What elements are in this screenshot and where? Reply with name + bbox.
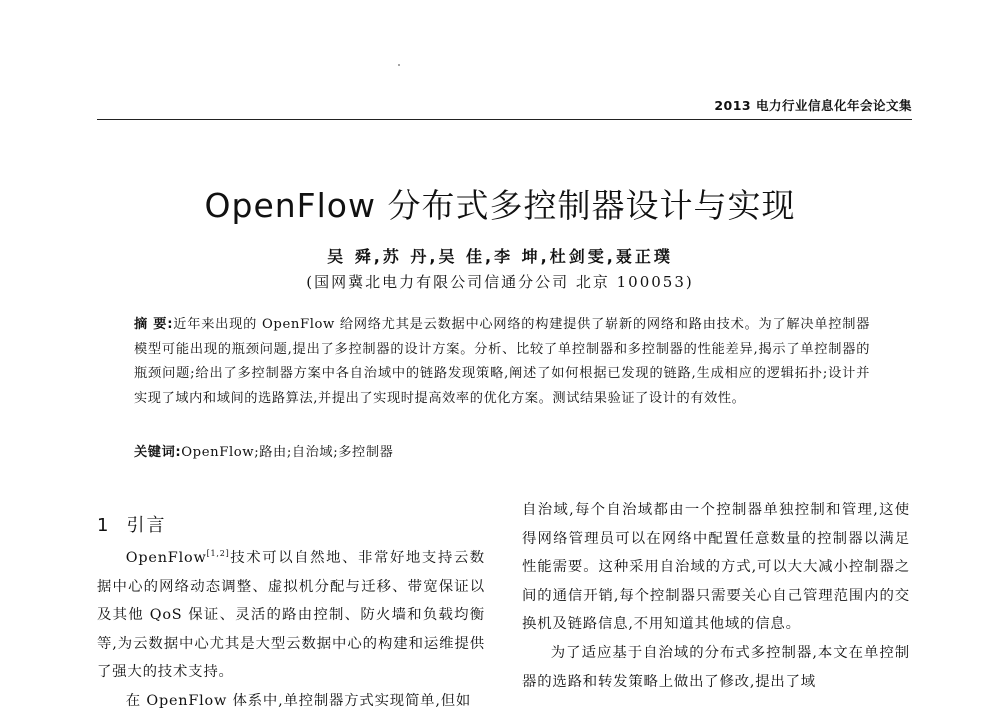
paragraph: 自治域,每个自治域都由一个控制器单独控制和管理,这使得网络管理员可以在网络中配置任意数量的控制器以满足性能需要。这种采用自治域的方式,可以大大减小控制器之间的通信开销,每个控制器只需要关心自己管理范围内的交换机及链路信息,不用知道其他域的信息。 <box>522 502 910 633</box>
paragraph: 在 OpenFlow 体系中,单控制器方式实现简单,但如 <box>125 692 472 709</box>
citation: [1,2] <box>206 549 230 559</box>
abstract-label: 摘 要: <box>134 317 174 332</box>
running-header: 2013 电力行业信息化年会论文集 <box>97 96 912 120</box>
section-title: 引言 <box>126 515 167 536</box>
paper-title: OpenFlow 分布式多控制器设计与实现 <box>204 186 796 225</box>
keywords-text: OpenFlow;路由;自治域;多控制器 <box>181 445 394 460</box>
section-heading <box>97 511 166 537</box>
left-column <box>97 544 485 716</box>
scan-dot <box>398 64 400 66</box>
right-column <box>522 496 910 696</box>
paragraph-text: 技术可以自然地、非常好地支持云数据中心的网络动态调整、虚拟机分配与迁移、带宽保证以及其他 QoS 保证、灵活的路由控制、防火墙和负载均衡等,为云数据中心尤其是大型云数据中心的构建和运维提供了强大的技术支持。 <box>97 550 485 681</box>
paragraph: 为了适应基于自治域的分布式多控制器,本文在单控制器的选路和转发策略上做出了修改,提出了域 <box>522 644 910 690</box>
abstract-text: 近年来出现的 OpenFlow 给网络尤其是云数据中心网络的构建提供了崭新的网络和路由技术。为了解决单控制器模型可能出现的瓶颈问题,提出了多控制器的设计方案。分析、比较了单控制器和多控制器的性能差异,揭示了单控制器的瓶颈问题;给出了多控制器方案中各自治域中的链路发现策略,阐述了如何根据已发现的链路,生成相应的逻辑拓扑;设计并实现了域内和域间的选路算法,并提出了实现时提高效率的优化方案。测试结果验证了设计的有效性。 <box>134 317 870 406</box>
affiliation: (国网冀北电力有限公司信通分公司 北京 100053) <box>306 273 694 291</box>
paragraph <box>97 544 485 687</box>
abstract <box>134 313 870 411</box>
keywords <box>134 441 870 460</box>
keywords-label: 关键词: <box>134 445 182 460</box>
author-list: 吴 舜,苏 丹,吴 佳,李 坤,杜剑雯,聂正璞 <box>327 247 673 266</box>
section-number: 1 <box>97 515 111 536</box>
openflow-term: OpenFlow <box>125 550 207 566</box>
